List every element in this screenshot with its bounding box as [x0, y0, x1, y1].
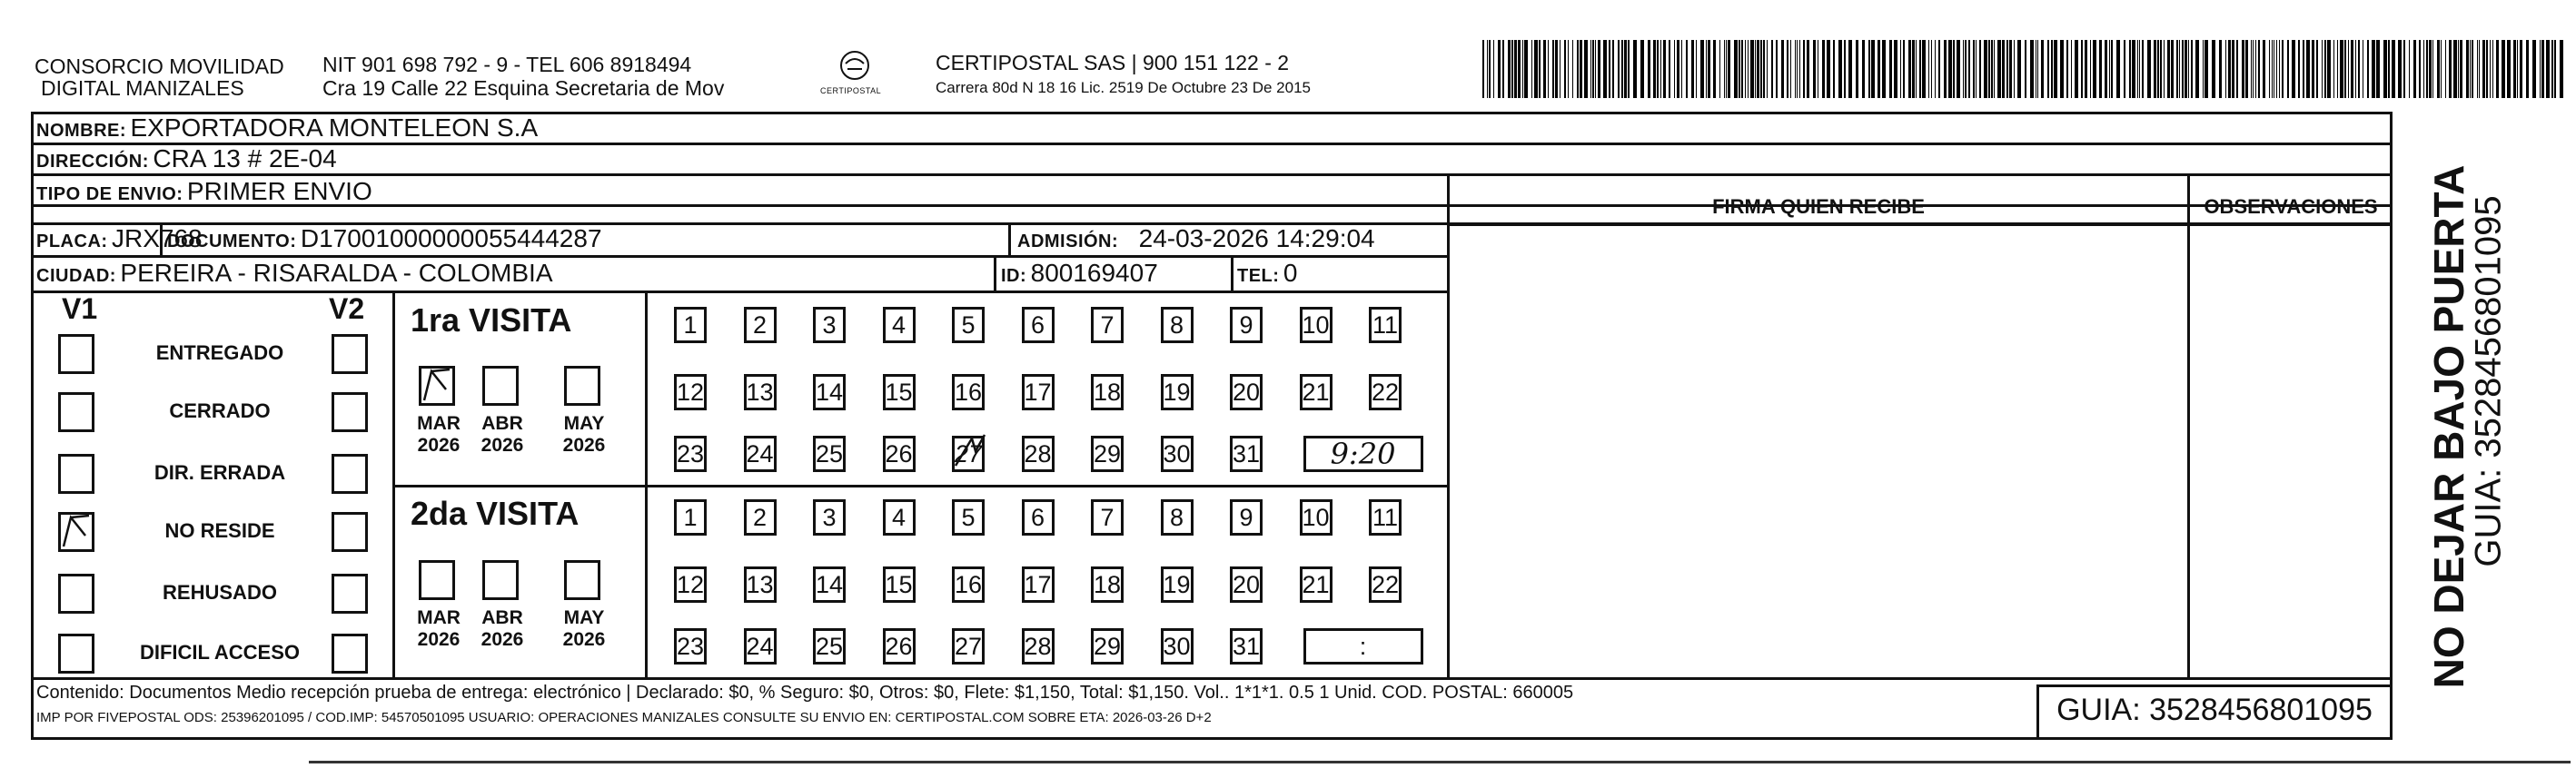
- visit1-day-19[interactable]: 19: [1161, 374, 1194, 410]
- visit1-day-30[interactable]: 30: [1161, 436, 1194, 472]
- company-name-line2: DIGITAL MANIZALES: [41, 76, 244, 100]
- admision-row: [1017, 223, 1375, 259]
- visit2-month-checkbox-0[interactable]: [419, 560, 455, 600]
- visit2-day-8[interactable]: 8: [1161, 499, 1194, 536]
- visit1-day-7[interactable]: 7: [1091, 307, 1124, 343]
- placa-value: JRX768: [112, 224, 203, 252]
- ciudad-label: CIUDAD:: [36, 266, 116, 286]
- visit2-day-5[interactable]: 5: [952, 499, 985, 536]
- status-label-1: CERRADO: [169, 399, 271, 422]
- visit1-month-year-1: 2026: [481, 435, 524, 456]
- visit1-month-checkbox-0[interactable]: [419, 366, 455, 406]
- visit1-day-29[interactable]: 29: [1091, 436, 1124, 472]
- firma-header: FIRMA QUIEN RECIBE: [1712, 195, 1925, 218]
- v1-checkbox-5[interactable]: [58, 634, 94, 674]
- v1-checkbox-2[interactable]: [58, 454, 94, 494]
- nit-line1: NIT 901 698 792 - 9 - TEL 606 8918494: [322, 53, 692, 76]
- visit1-day-31[interactable]: 31: [1230, 436, 1263, 472]
- visit1-day-27-text: 27: [955, 440, 983, 468]
- visit2-day-14[interactable]: 14: [813, 566, 846, 603]
- visit1-day-15[interactable]: 15: [883, 374, 916, 410]
- visit1-day-24[interactable]: 24: [744, 436, 777, 472]
- visit2-day-30[interactable]: 30: [1161, 628, 1194, 665]
- visit2-day-25[interactable]: 25: [813, 628, 846, 665]
- visit2-day-21[interactable]: 21: [1300, 566, 1333, 603]
- v2-checkbox-1[interactable]: [332, 392, 368, 432]
- nombre-label: NOMBRE:: [36, 121, 127, 141]
- footer-line1: Contenido: Documentos Medio recepción prueba de entrega: electrónico | Declarado: $0, % Seguro: $0, Otros: $0, Flete: $1,150, Total: $1,150. Vol.. 1*1*1. 0.5 1 Unid. COD. POSTAL: 660005: [36, 683, 1574, 703]
- visit2-title: 2da VISITA: [411, 495, 580, 532]
- visit2-month-year-0: 2026: [417, 629, 461, 650]
- visit1-month-label-0: MAR: [417, 413, 461, 434]
- visit1-month-label-1: ABR: [481, 413, 523, 434]
- placa-label: PLACA:: [36, 231, 108, 251]
- certipostal-line2: Carrera 80d N 18 16 Lic. 2519 De Octubre 23 De 2015: [936, 79, 1311, 96]
- visit1-day-23[interactable]: 23: [674, 436, 707, 472]
- visit1-day-8[interactable]: 8: [1161, 307, 1194, 343]
- visit2-day-6[interactable]: 6: [1022, 499, 1055, 536]
- visit2-day-13[interactable]: 13: [744, 566, 777, 603]
- visit2-day-22[interactable]: 22: [1369, 566, 1402, 603]
- footer-line2: IMP POR FIVEPOSTAL ODS: 25396201095 / COD.IMP: 54570501095 USUARIO: OPERACIONES MANIZALES CONSULTE SU ENVIO EN: CERTIPOSTAL.COM SOBRE ETA: 2026-03-26 D+2: [36, 710, 1212, 725]
- guia-box-text: GUIA: 3528456801095: [2056, 693, 2373, 727]
- visit2-day-15[interactable]: 15: [883, 566, 916, 603]
- tel-row: [1237, 258, 1297, 293]
- visit2-day-29[interactable]: 29: [1091, 628, 1124, 665]
- observaciones-header: OBSERVACIONES: [2204, 195, 2378, 218]
- visit1-time-box[interactable]: 9:20: [1303, 436, 1423, 472]
- visit2-day-20[interactable]: 20: [1230, 566, 1263, 603]
- id-label: ID:: [1001, 266, 1027, 286]
- visit2-day-12[interactable]: 12: [674, 566, 707, 603]
- visit1-day-3[interactable]: 3: [813, 307, 846, 343]
- visit1-day-14[interactable]: 14: [813, 374, 846, 410]
- visit1-day-1[interactable]: 1: [674, 307, 707, 343]
- direccion-row: [36, 143, 337, 179]
- company-name-line1: CONSORCIO MOVILIDAD: [35, 54, 284, 78]
- visit2-month-year-2: 2026: [562, 629, 606, 650]
- certipostal-line1: CERTIPOSTAL SAS | 900 151 122 - 2: [936, 51, 1290, 74]
- barcode: [1482, 40, 2572, 98]
- visit2-day-2[interactable]: 2: [744, 499, 777, 536]
- visit2-day-26[interactable]: 26: [883, 628, 916, 665]
- v2-checkbox-5[interactable]: [332, 634, 368, 674]
- visit2-day-10[interactable]: 10: [1300, 499, 1333, 536]
- visit2-month-label-0: MAR: [417, 607, 461, 628]
- v2-label: V2: [329, 292, 365, 325]
- visit2-day-31[interactable]: 31: [1230, 628, 1263, 665]
- v1-checkbox-4[interactable]: [58, 574, 94, 614]
- v2-checkbox-0[interactable]: [332, 334, 368, 374]
- visit1-day-5[interactable]: 5: [952, 307, 985, 343]
- visit2-time-box[interactable]: :: [1303, 628, 1423, 665]
- visit2-day-16[interactable]: 16: [952, 566, 985, 603]
- visit1-day-2[interactable]: 2: [744, 307, 777, 343]
- visit2-day-11[interactable]: 11: [1369, 499, 1402, 536]
- visit1-day-10[interactable]: 10: [1300, 307, 1333, 343]
- visit1-day-13[interactable]: 13: [744, 374, 777, 410]
- v2-checkbox-3[interactable]: [332, 512, 368, 552]
- status-label-3: NO RESIDE: [164, 519, 275, 542]
- visit1-month-label-2: MAY: [563, 413, 605, 434]
- no-dejar-bajo-puerta: NO DEJAR BAJO PUERTA: [2425, 164, 2472, 689]
- visit1-day-17[interactable]: 17: [1022, 374, 1055, 410]
- visit2-day-19[interactable]: 19: [1161, 566, 1194, 603]
- visit1-day-12[interactable]: 12: [674, 374, 707, 410]
- tipo-envio-value: PRIMER ENVIO: [186, 177, 372, 205]
- visit1-day-20[interactable]: 20: [1230, 374, 1263, 410]
- visit2-day-27[interactable]: 27: [952, 628, 985, 665]
- visit1-day-22[interactable]: 22: [1369, 374, 1402, 410]
- visit2-day-17[interactable]: 17: [1022, 566, 1055, 603]
- visit1-day-11[interactable]: 11: [1369, 307, 1402, 343]
- certipostal-logo-text: CERTIPOSTAL: [820, 86, 882, 95]
- v1-checkbox-1[interactable]: [58, 392, 94, 432]
- visit2-month-year-1: 2026: [481, 629, 524, 650]
- tel-value: 0: [1283, 259, 1298, 287]
- visit2-month-checkbox-2[interactable]: [564, 560, 600, 600]
- nit-line2: Cra 19 Calle 22 Esquina Secretaria de Mov: [322, 76, 725, 100]
- v1-label: V1: [62, 292, 98, 325]
- admision-value: 24-03-2026 14:29:04: [1138, 224, 1375, 252]
- id-value: 800169407: [1030, 259, 1158, 287]
- visit2-day-3[interactable]: 3: [813, 499, 846, 536]
- visit1-day-26[interactable]: 26: [883, 436, 916, 472]
- visit1-day-21[interactable]: 21: [1300, 374, 1333, 410]
- id-row: [1001, 258, 1158, 293]
- tel-label: TEL:: [1237, 266, 1280, 286]
- v2-checkbox-2[interactable]: [332, 454, 368, 494]
- status-label-5: DIFICIL ACCESO: [139, 641, 300, 664]
- documento-value: D17001000000055444287: [300, 224, 602, 252]
- visit2-month-label-1: ABR: [481, 607, 523, 628]
- admision-label: ADMISIÓN:: [1017, 231, 1119, 251]
- visit1-day-9[interactable]: 9: [1230, 307, 1263, 343]
- direccion-label: DIRECCIÓN:: [36, 152, 149, 172]
- bottom-edge: [309, 761, 2571, 763]
- status-label-0: ENTREGADO: [155, 341, 284, 364]
- visit1-day-6[interactable]: 6: [1022, 307, 1055, 343]
- visit1-day-4[interactable]: 4: [883, 307, 916, 343]
- visit1-month-year-0: 2026: [417, 435, 461, 456]
- visit2-day-4[interactable]: 4: [883, 499, 916, 536]
- visit2-day-24[interactable]: 24: [744, 628, 777, 665]
- nombre-value: EXPORTADORA MONTELEON S.A: [130, 113, 539, 142]
- side-guia: GUIA: 3528456801095: [2468, 195, 2509, 567]
- visit2-day-7[interactable]: 7: [1091, 499, 1124, 536]
- v1-checkbox-3[interactable]: [58, 512, 94, 552]
- visit2-day-9[interactable]: 9: [1230, 499, 1263, 536]
- tipo-envio-label: TIPO DE ENVIO:: [36, 184, 183, 204]
- visit2-month-checkbox-1[interactable]: [482, 560, 519, 600]
- tipo-envio-row: [36, 177, 372, 211]
- visit1-month-checkbox-1[interactable]: [482, 366, 519, 406]
- visit1-day-16[interactable]: 16: [952, 374, 985, 410]
- documento-row: [167, 223, 602, 259]
- visit2-day-28[interactable]: 28: [1022, 628, 1055, 665]
- v1-checkbox-0[interactable]: [58, 334, 94, 374]
- visit2-day-23[interactable]: 23: [674, 628, 707, 665]
- ciudad-value: PEREIRA - RISARALDA - COLOMBIA: [120, 259, 553, 287]
- visit1-day-28[interactable]: 28: [1022, 436, 1055, 472]
- visit1-month-year-2: 2026: [562, 435, 606, 456]
- direccion-value: CRA 13 # 2E-04: [153, 144, 337, 172]
- status-label-2: DIR. ERRADA: [154, 461, 286, 484]
- v2-checkbox-4[interactable]: [332, 574, 368, 614]
- documento-label: DOCUMENTO:: [167, 231, 297, 251]
- visit1-day-25[interactable]: 25: [813, 436, 846, 472]
- visit2-month-label-2: MAY: [563, 607, 605, 628]
- visit1-day-18[interactable]: 18: [1091, 374, 1124, 410]
- visit2-day-1[interactable]: 1: [674, 499, 707, 536]
- visit1-month-checkbox-2[interactable]: [564, 366, 600, 406]
- ciudad-row: [36, 258, 553, 293]
- visit2-day-18[interactable]: 18: [1091, 566, 1124, 603]
- status-label-4: REHUSADO: [163, 581, 277, 604]
- visit1-title: 1ra VISITA: [411, 301, 572, 339]
- visit1-day-27[interactable]: [952, 436, 985, 472]
